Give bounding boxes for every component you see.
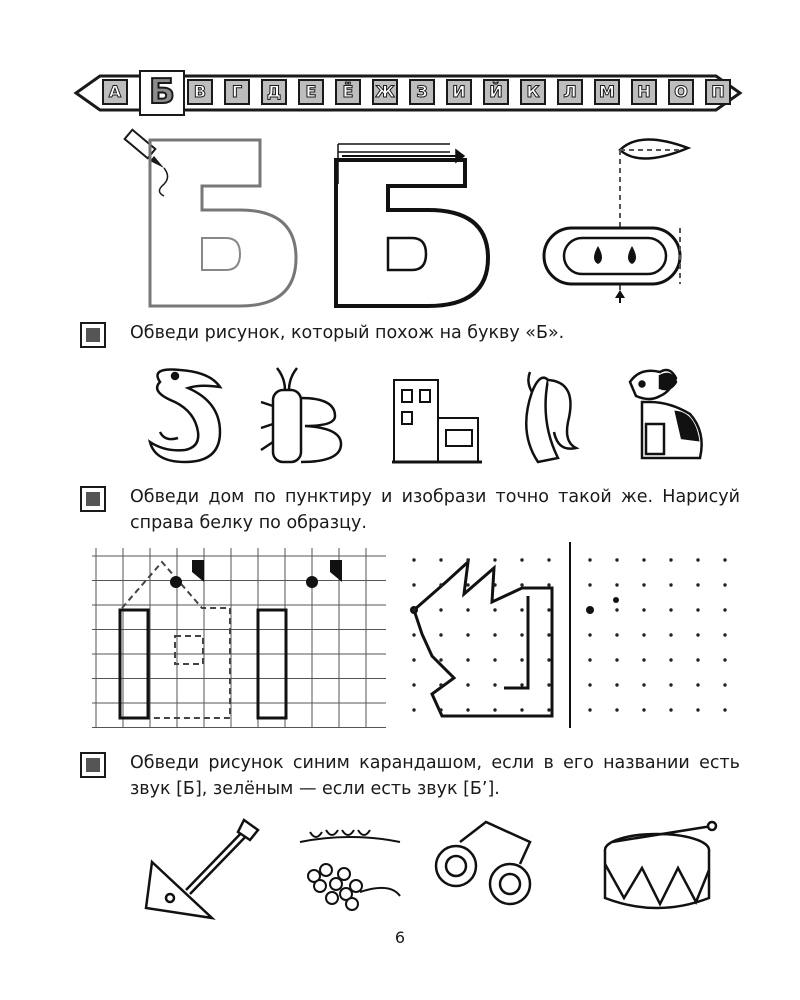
grid-dot	[615, 583, 618, 586]
grid-dot	[520, 658, 523, 661]
grid-dot	[642, 608, 645, 611]
building-icon	[392, 380, 482, 462]
grid-dot	[615, 683, 618, 686]
grid-dot	[547, 583, 550, 586]
grid-dot	[520, 683, 523, 686]
grid-dot	[615, 608, 618, 611]
alphabet-letter: Б	[139, 70, 185, 116]
grid-dot	[412, 658, 415, 661]
guide-dot	[613, 597, 619, 603]
grid-dot	[412, 558, 415, 561]
alphabet-letter: К	[520, 79, 546, 105]
grid-dot	[588, 658, 591, 661]
alphabet-letter: И	[446, 79, 472, 105]
grid-dot	[696, 658, 699, 661]
grid-dot	[723, 708, 726, 711]
grid-dot	[547, 658, 550, 661]
alphabet-letter: М	[594, 79, 620, 105]
grid-dot	[493, 683, 496, 686]
house-chimney-dots	[170, 560, 342, 588]
grid-dot	[588, 583, 591, 586]
alphabet-letter: З	[409, 79, 435, 105]
grid-dot	[493, 633, 496, 636]
grid-dot	[466, 558, 469, 561]
grid-dot	[520, 633, 523, 636]
balalaika-icon	[146, 820, 258, 918]
grid-dot	[669, 558, 672, 561]
task-bullet	[80, 752, 106, 778]
grid-dot	[520, 708, 523, 711]
alphabet-letter: Н	[631, 79, 657, 105]
letter-shape-diagram	[544, 139, 688, 303]
alphabet-letter: Е	[298, 79, 324, 105]
grid-dot	[493, 708, 496, 711]
grid-dot	[669, 633, 672, 636]
grid-dot	[642, 658, 645, 661]
squirrel-sample	[414, 562, 552, 716]
grid-dot	[493, 608, 496, 611]
alphabet-letter: П	[705, 79, 731, 105]
grid-dot	[520, 583, 523, 586]
grid-dot	[588, 708, 591, 711]
grid-dot	[439, 558, 442, 561]
alphabet-letter: Ё	[335, 79, 361, 105]
grid-dot	[520, 558, 523, 561]
alphabet-letter: Д	[261, 79, 287, 105]
grid-dot	[696, 683, 699, 686]
grid-dot	[412, 583, 415, 586]
pictures-row-2	[140, 812, 720, 922]
grid-dot	[669, 658, 672, 661]
task-3-text: Обведи рисунок синим карандашом, если в его названии есть звук [Б], зелёным — если есть звук [Б’].	[130, 753, 740, 799]
start-dot	[586, 606, 594, 614]
grid-dot	[412, 683, 415, 686]
grid-dot	[466, 683, 469, 686]
grid-dot	[615, 558, 618, 561]
grid-dot	[493, 658, 496, 661]
grid-dot	[439, 658, 442, 661]
banana-icon	[526, 372, 576, 462]
grid-dot	[723, 583, 726, 586]
grid-dot	[547, 708, 550, 711]
drawing-exercise	[92, 538, 742, 730]
grid-dot	[642, 558, 645, 561]
grid-dot	[615, 708, 618, 711]
grid-dot	[439, 633, 442, 636]
grid-dot	[588, 683, 591, 686]
task-1	[80, 320, 740, 346]
grid-dot	[669, 683, 672, 686]
grid-dot	[723, 633, 726, 636]
grid-dot	[615, 658, 618, 661]
grid-dot	[642, 708, 645, 711]
grid-dot	[439, 708, 442, 711]
grid-dot	[466, 658, 469, 661]
grid-dot	[642, 583, 645, 586]
task-3	[80, 750, 740, 802]
grid-dot	[669, 608, 672, 611]
task-bullet	[80, 486, 106, 512]
solid-letter-b	[336, 160, 488, 306]
grid-dot	[642, 633, 645, 636]
task-1-text: Обведи рисунок, который похож на букву «Б».	[130, 323, 565, 343]
alphabet-letter: Й	[483, 79, 509, 105]
alphabet-letter: Г	[224, 79, 250, 105]
grid-dot	[439, 583, 442, 586]
grid-dot	[439, 683, 442, 686]
grid-dot	[412, 608, 415, 611]
grid-dot	[439, 608, 442, 611]
grid-dot	[696, 558, 699, 561]
alphabet-letter: В	[187, 79, 213, 105]
alphabet-letter: Л	[557, 79, 583, 105]
alphabet-ruler	[72, 68, 744, 118]
grid-dot	[547, 683, 550, 686]
grid-dot	[466, 608, 469, 611]
grid-dot	[588, 558, 591, 561]
alphabet-letter: О	[668, 79, 694, 105]
grid-dot	[520, 608, 523, 611]
grid-dot	[588, 633, 591, 636]
pictures-row-1	[130, 362, 720, 474]
grid-dot	[696, 608, 699, 611]
grid-dot	[642, 683, 645, 686]
binoculars-icon	[436, 822, 530, 904]
grid-dot	[615, 633, 618, 636]
outline-letter-b	[150, 140, 296, 306]
task-2	[80, 484, 740, 536]
grid-dot	[723, 658, 726, 661]
page-number: 6	[394, 928, 406, 947]
task-2-text: Обведи дом по пунктиру и изобрази точно такой же. Нарисуй справа белку по образцу.	[130, 487, 740, 533]
grid-dot	[723, 683, 726, 686]
grid-dot	[547, 633, 550, 636]
grid-dot	[493, 583, 496, 586]
beetle-icon	[261, 368, 341, 462]
grid-dot	[669, 708, 672, 711]
grid-dot	[466, 583, 469, 586]
grid-dot	[723, 608, 726, 611]
hero-letters	[120, 128, 720, 313]
grid-dot	[412, 708, 415, 711]
crocodile-icon	[150, 370, 220, 463]
rowan-icon	[300, 830, 400, 910]
grid-dot	[547, 608, 550, 611]
alphabet-letter: Ж	[372, 79, 398, 105]
alphabet-letter: А	[102, 79, 128, 105]
grid-dot	[696, 708, 699, 711]
drum-icon	[605, 822, 716, 908]
grid-dot	[466, 633, 469, 636]
grid-dot	[547, 558, 550, 561]
grid-dot	[723, 558, 726, 561]
grid-dot	[466, 708, 469, 711]
grid-dot	[696, 583, 699, 586]
task-bullet	[80, 322, 106, 348]
grid-dot	[412, 633, 415, 636]
grid-dot	[669, 583, 672, 586]
grid-dot	[696, 633, 699, 636]
grid-dot	[493, 558, 496, 561]
dog-icon	[630, 370, 702, 458]
